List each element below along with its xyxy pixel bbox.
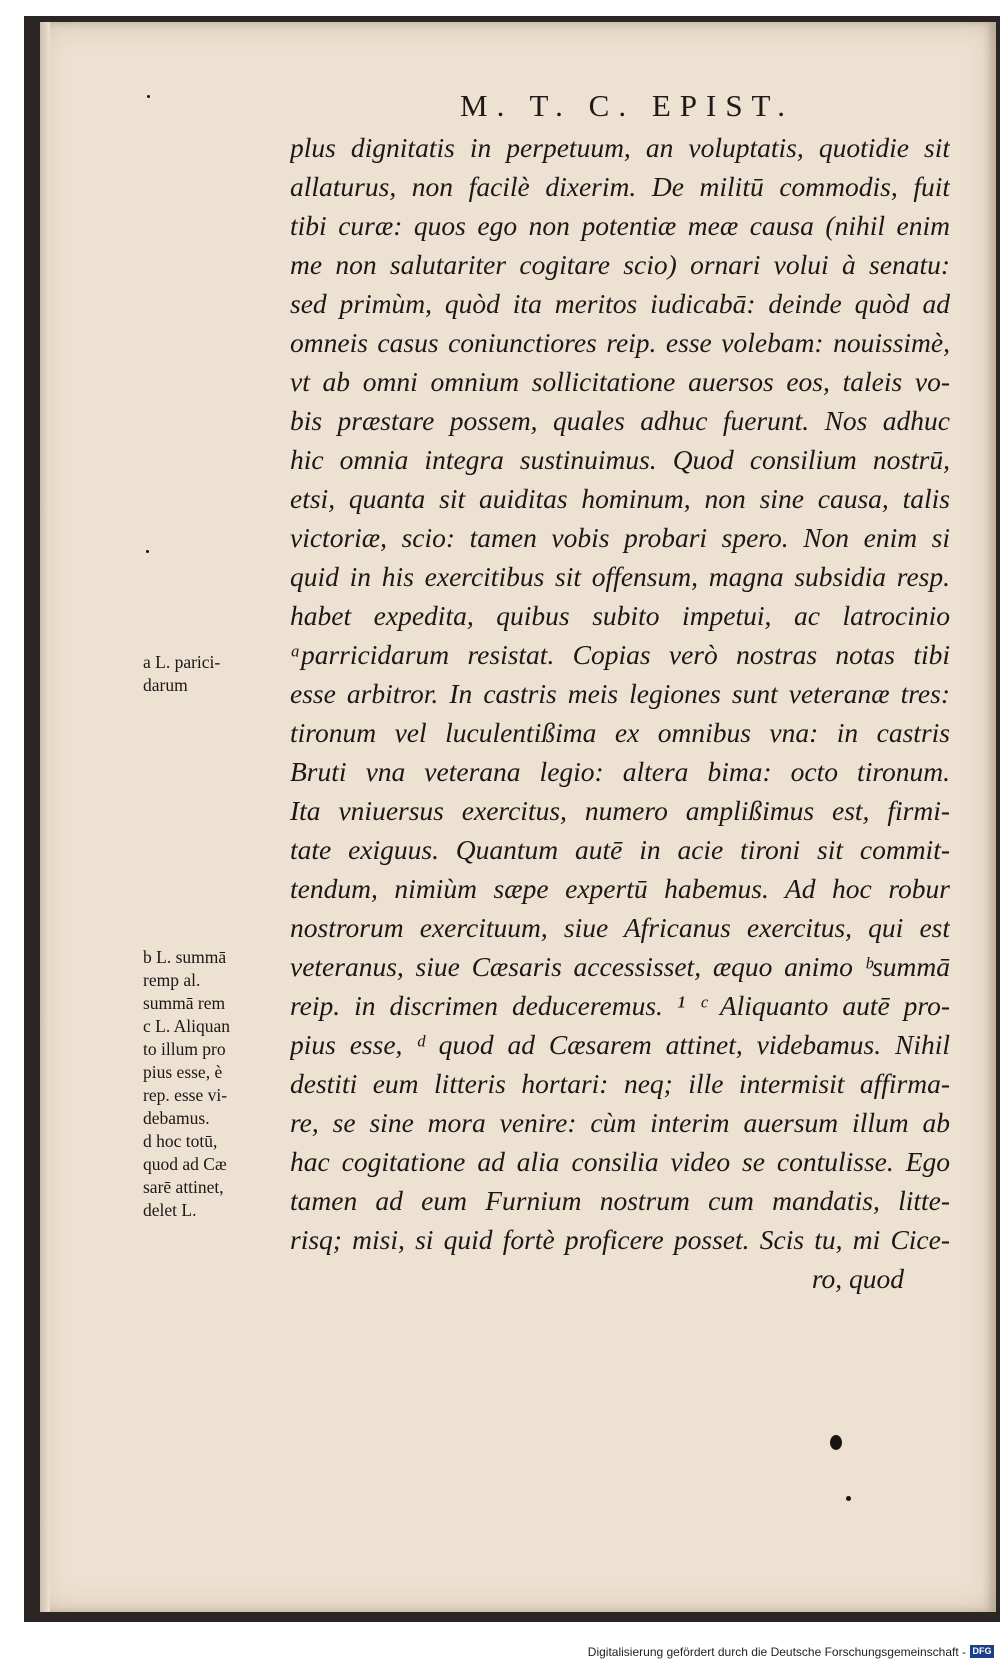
margin-note-line: d hoc totū, xyxy=(143,1131,218,1151)
ink-speck xyxy=(147,95,150,98)
ink-speck xyxy=(146,550,149,553)
text-line: nostrorum exercituum, siue Africanus exercitus, qui est xyxy=(290,912,950,943)
text-line: sed primùm, quòd ita meritos iudicabā: deinde quòd ad xyxy=(290,288,950,319)
text-line: hac cogitatione ad alia consilia video se contulisse. Ego xyxy=(290,1146,950,1177)
margin-note-line: summā rem xyxy=(143,993,226,1013)
text-line: tendum, nimiùm sæpe expertū habemus. Ad hoc robur xyxy=(290,873,950,904)
text-line: destiti eum litteris hortari: neq; ille intermisit affirma- xyxy=(290,1068,950,1099)
margin-note-line: a L. parici- xyxy=(143,652,221,672)
text-line: ᵃparricidarum resistat. Copias verò nostras notas tibi xyxy=(290,639,950,670)
dfg-logo: DFG xyxy=(970,1645,994,1658)
text-line: risq; misi, si quid fortè proficere posset. Scis tu, mi Cice- xyxy=(290,1224,950,1255)
text-line: reip. in discrimen deduceremus. ¹ ᶜ Aliquanto autē pro- xyxy=(290,990,950,1021)
text-line: vt ab omni omnium sollicitatione auersos eos, taleis vo- xyxy=(290,366,950,397)
text-line: pius esse, ᵈ quod ad Cæsarem attinet, videbamus. Nihil xyxy=(290,1029,950,1060)
text-line: re, se sine mora venire: cùm interim auersum illum ab xyxy=(290,1107,950,1138)
text-line: hic omnia integra sustinuimus. Quod consilium nostrū, xyxy=(290,444,950,475)
text-line: Bruti vna veterana legio: altera bima: octo tironum. xyxy=(290,756,950,787)
text-line: omneis casus coniunctiores reip. esse volebam: nouissimè, xyxy=(290,327,950,358)
text-line: tironum vel luculentißima ex omnibus vna: in castris xyxy=(290,717,950,748)
margin-note-line: pius esse, è xyxy=(143,1062,223,1082)
text-line: plus dignitatis in perpetuum, an voluptatis, quotidie sit xyxy=(290,132,950,163)
text-line: tamen ad eum Furnium nostrum cum mandatis, litte- xyxy=(290,1185,950,1216)
margin-note-line: c L. Aliquan xyxy=(143,1016,230,1036)
text-line: me non salutariter cogitare scio) ornari volui à senatu: xyxy=(290,249,950,280)
margin-note-line: remp al. xyxy=(143,970,201,990)
margin-note-line: darum xyxy=(143,675,188,695)
text-line: tate exiguus. Quantum autē in acie tironi sit commit- xyxy=(290,834,950,865)
text-line: ro, quod xyxy=(811,1263,904,1294)
margin-note-b xyxy=(143,946,230,1222)
margin-note-line: to illum pro xyxy=(143,1039,226,1059)
margin-note-line: debamus. xyxy=(143,1108,210,1128)
text-line: tibi curæ: quos ego non potentiæ meæ causa (nihil enim xyxy=(290,210,950,241)
text-line: esse arbitror. In castris meis legiones sunt veteranæ tres: xyxy=(290,678,950,709)
text-line: veteranus, siue Cæsaris accessisset, æquo animo ᵇsummā xyxy=(290,951,950,982)
ink-spot xyxy=(830,1435,842,1450)
ink-speck xyxy=(846,1496,851,1501)
text-line: habet expedita, quibus subito impetui, ac latrocinio xyxy=(290,600,950,631)
main-text-block xyxy=(290,128,950,1298)
margin-note-line: sarē attinet, xyxy=(143,1177,224,1197)
footer-credit: Digitalisierung gefördert durch die Deutsche Forschungsgemeinschaft - xyxy=(587,1645,966,1659)
running-head: M. T. C. EPIST. xyxy=(460,88,794,123)
margin-note-line: rep. esse vi- xyxy=(143,1085,228,1105)
margin-note-line: delet L. xyxy=(143,1200,197,1220)
text-line: Ita vniuersus exercitus, numero amplißimus est, firmi- xyxy=(290,795,950,826)
text-line: allaturus, non facilè dixerim. De militū commodis, fuit xyxy=(290,171,950,202)
margin-note-line: b L. summā xyxy=(143,947,227,967)
margin-note-a xyxy=(143,651,220,697)
text-line: quid in his exercitibus sit offensum, magna subsidia resp. xyxy=(290,561,950,592)
page-gutter-edge xyxy=(40,22,50,1612)
text-line: victoriæ, scio: tamen vobis probari spero. Non enim si xyxy=(290,522,950,553)
text-line: etsi, quanta sit auiditas hominum, non sine causa, talis xyxy=(290,483,950,514)
margin-note-line: quod ad Cæ xyxy=(143,1154,227,1174)
text-line: bis præstare possem, quales adhuc fuerunt. Nos adhuc xyxy=(290,405,950,436)
